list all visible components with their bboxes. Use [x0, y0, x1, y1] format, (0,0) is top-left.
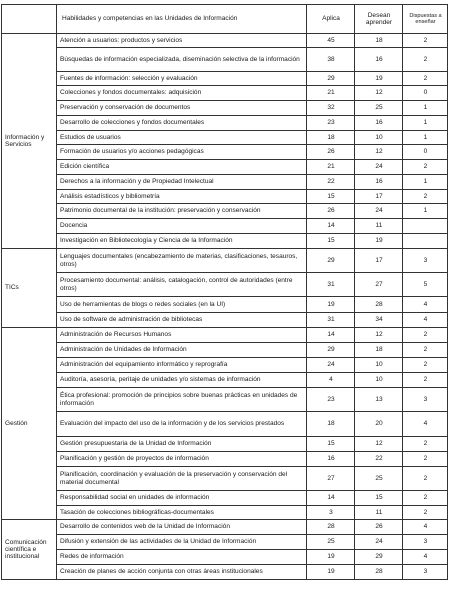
table-row — [2, 491, 448, 506]
competency-label: Patrimonio documental de la institución: preservación y conservación — [57, 204, 307, 219]
competency-label: Planificación y gestión de proyectos de información — [57, 452, 307, 467]
table-body — [2, 34, 448, 580]
aplica-value: 24 — [307, 358, 355, 373]
dispuestas-value: 2 — [403, 328, 448, 343]
aplica-value: 23 — [307, 116, 355, 131]
competency-label: Desarrollo de colecciones y fondos documentales — [57, 116, 307, 131]
dispuestas-value: 2 — [403, 506, 448, 520]
aplica-value: 45 — [307, 34, 355, 48]
competency-label: Administración de Recursos Humanos — [57, 328, 307, 343]
aplica-value: 18 — [307, 131, 355, 145]
competency-label: Procesamiento documental: análisis, catalogación, control de autoridades (entre otros) — [57, 273, 307, 297]
desean-value: 26 — [355, 520, 403, 535]
table-row — [2, 506, 448, 520]
desean-value: 16 — [355, 116, 403, 131]
dispuestas-value: 3 — [403, 565, 448, 580]
dispuestas-value: 2 — [403, 72, 448, 86]
desean-value: 10 — [355, 131, 403, 145]
table-row — [2, 565, 448, 580]
table-row — [2, 72, 448, 86]
competency-label: Responsabilidad social en unidades de información — [57, 491, 307, 506]
competency-label: Tasación de colecciones bibliográficas-documentales — [57, 506, 307, 520]
table-wrapper — [0, 4, 449, 580]
desean-value: 12 — [355, 328, 403, 343]
dispuestas-value: 2 — [403, 467, 448, 491]
competency-label: Lenguajes documentales (encabezamiento de materias, clasificaciones, tesauros, otros) — [57, 249, 307, 273]
competency-label: Edición científica — [57, 160, 307, 175]
dispuestas-value: 1 — [403, 101, 448, 116]
desean-value: 13 — [355, 388, 403, 412]
dispuestas-value: 3 — [403, 249, 448, 273]
aplica-value: 16 — [307, 452, 355, 467]
competency-label: Docencia — [57, 219, 307, 234]
area-cell: Comunicación científica e institucional — [2, 520, 57, 580]
desean-value: 16 — [355, 48, 403, 72]
desean-value: 18 — [355, 34, 403, 48]
table-row — [2, 550, 448, 565]
table-row — [2, 190, 448, 204]
aplica-value: 26 — [307, 145, 355, 160]
aplica-value: 3 — [307, 506, 355, 520]
aplica-value: 38 — [307, 48, 355, 72]
table-row — [2, 48, 448, 72]
desean-value: 29 — [355, 550, 403, 565]
table-row — [2, 131, 448, 145]
aplica-value: 14 — [307, 328, 355, 343]
aplica-value: 31 — [307, 313, 355, 328]
dispuestas-value: 1 — [403, 131, 448, 145]
table-row — [2, 313, 448, 328]
dispuestas-value: 0 — [403, 145, 448, 160]
competency-label: Administración del equipamiento informático y reprografía — [57, 358, 307, 373]
desean-value: 19 — [355, 72, 403, 86]
table-row — [2, 437, 448, 452]
header-dispuestas-ensenar: Dispuestas a enseñar — [403, 5, 448, 34]
table-row — [2, 86, 448, 101]
aplica-value: 29 — [307, 72, 355, 86]
competency-label: Formación de usuarios y/o acciones pedagógicas — [57, 145, 307, 160]
competency-label: Uso de herramientas de blogs o redes sociales (en la UI) — [57, 297, 307, 313]
dispuestas-value: 4 — [403, 520, 448, 535]
dispuestas-value — [403, 219, 448, 234]
dispuestas-value: 2 — [403, 34, 448, 48]
table-row — [2, 249, 448, 273]
table-row — [2, 328, 448, 343]
dispuestas-value: 2 — [403, 48, 448, 72]
desean-value: 28 — [355, 297, 403, 313]
aplica-value: 14 — [307, 219, 355, 234]
competency-label: Ética profesional: promoción de principios sobre buenas prácticas en unidades de información — [57, 388, 307, 412]
desean-value: 22 — [355, 452, 403, 467]
desean-value: 12 — [355, 145, 403, 160]
aplica-value: 18 — [307, 412, 355, 437]
aplica-value: 29 — [307, 343, 355, 358]
aplica-value: 32 — [307, 101, 355, 116]
table-row — [2, 297, 448, 313]
desean-value: 17 — [355, 190, 403, 204]
competency-label: Colecciones y fondos documentales: adquisición — [57, 86, 307, 101]
competency-label: Difusión y extensión de las actividades de la Unidad de Información — [57, 535, 307, 550]
dispuestas-value: 2 — [403, 437, 448, 452]
dispuestas-value: 2 — [403, 160, 448, 175]
table-row — [2, 234, 448, 249]
table-row — [2, 34, 448, 48]
table-row — [2, 145, 448, 160]
desean-value: 19 — [355, 234, 403, 249]
dispuestas-value: 2 — [403, 343, 448, 358]
competency-label: Desarrollo de contenidos web de la Unidad de Información — [57, 520, 307, 535]
competency-label: Derechos a la información y de Propiedad Intelectual — [57, 175, 307, 190]
header-row — [2, 5, 448, 34]
competency-label: Búsquedas de información especializada, diseminación selectiva de la información — [57, 48, 307, 72]
competency-label: Evaluación del impacto del uso de la información y de los servicios prestados — [57, 412, 307, 437]
desean-value: 20 — [355, 412, 403, 437]
competency-label: Planificación, coordinación y evaluación de la preservación y conservación del material documental — [57, 467, 307, 491]
aplica-value: 21 — [307, 160, 355, 175]
dispuestas-value: 4 — [403, 412, 448, 437]
table-row — [2, 467, 448, 491]
dispuestas-value: 5 — [403, 273, 448, 297]
competency-label: Preservación y conservación de documentos — [57, 101, 307, 116]
desean-value: 25 — [355, 467, 403, 491]
desean-value: 10 — [355, 358, 403, 373]
desean-value: 24 — [355, 204, 403, 219]
table-row — [2, 101, 448, 116]
aplica-value: 26 — [307, 204, 355, 219]
desean-value: 17 — [355, 249, 403, 273]
aplica-value: 27 — [307, 467, 355, 491]
header-habilidades: Habilidades y competencias en las Unidades de Información — [57, 5, 307, 34]
area-cell: Información y Servicios — [2, 34, 57, 249]
desean-value: 34 — [355, 313, 403, 328]
aplica-value: 22 — [307, 175, 355, 190]
aplica-value: 25 — [307, 535, 355, 550]
dispuestas-value: 1 — [403, 116, 448, 131]
table-row — [2, 452, 448, 467]
table-row — [2, 204, 448, 219]
table-row — [2, 358, 448, 373]
dispuestas-value: 1 — [403, 175, 448, 190]
aplica-value: 23 — [307, 388, 355, 412]
aplica-value: 4 — [307, 373, 355, 388]
aplica-value: 15 — [307, 234, 355, 249]
desean-value: 12 — [355, 437, 403, 452]
dispuestas-value: 1 — [403, 204, 448, 219]
dispuestas-value: 4 — [403, 550, 448, 565]
table-row — [2, 160, 448, 175]
aplica-value: 31 — [307, 273, 355, 297]
competency-label: Administración de Unidades de Información — [57, 343, 307, 358]
desean-value: 24 — [355, 535, 403, 550]
table-row — [2, 373, 448, 388]
aplica-value: 29 — [307, 249, 355, 273]
competency-label: Estudios de usuarios — [57, 131, 307, 145]
desean-value: 24 — [355, 160, 403, 175]
aplica-value: 21 — [307, 86, 355, 101]
header-aplica: Aplica — [307, 5, 355, 34]
desean-value: 15 — [355, 491, 403, 506]
table-row — [2, 535, 448, 550]
competencies-table — [1, 4, 448, 580]
desean-value: 12 — [355, 86, 403, 101]
dispuestas-value: 4 — [403, 313, 448, 328]
table-row — [2, 388, 448, 412]
dispuestas-value: 2 — [403, 373, 448, 388]
table-row — [2, 273, 448, 297]
desean-value: 16 — [355, 175, 403, 190]
desean-value: 10 — [355, 373, 403, 388]
desean-value: 25 — [355, 101, 403, 116]
aplica-value: 14 — [307, 491, 355, 506]
dispuestas-value: 4 — [403, 297, 448, 313]
dispuestas-value: 3 — [403, 535, 448, 550]
dispuestas-value: 2 — [403, 358, 448, 373]
table-row — [2, 116, 448, 131]
dispuestas-value: 2 — [403, 190, 448, 204]
table-row — [2, 343, 448, 358]
table-row — [2, 412, 448, 437]
dispuestas-value: 0 — [403, 86, 448, 101]
dispuestas-value: 2 — [403, 452, 448, 467]
desean-value: 18 — [355, 343, 403, 358]
dispuestas-value: 2 — [403, 491, 448, 506]
header-area — [2, 5, 57, 34]
aplica-value: 19 — [307, 565, 355, 580]
competency-label: Gestión presupuestaria de la Unidad de Información — [57, 437, 307, 452]
desean-value: 27 — [355, 273, 403, 297]
competency-label: Creación de planes de acción conjunta con otras áreas institucionales — [57, 565, 307, 580]
dispuestas-value — [403, 234, 448, 249]
area-cell: Gestión — [2, 328, 57, 520]
aplica-value: 19 — [307, 550, 355, 565]
competency-label: Uso de software de administración de bibliotecas — [57, 313, 307, 328]
aplica-value: 28 — [307, 520, 355, 535]
table-row — [2, 219, 448, 234]
competency-label: Análisis estadísticos y bibliometría — [57, 190, 307, 204]
aplica-value: 15 — [307, 437, 355, 452]
area-cell: TICs — [2, 249, 57, 328]
competency-label: Fuentes de información: selección y evaluación — [57, 72, 307, 86]
competency-label: Atención a usuarios: productos y servicios — [57, 34, 307, 48]
desean-value: 11 — [355, 506, 403, 520]
desean-value: 28 — [355, 565, 403, 580]
competency-label: Auditoría, asesoría, peritaje de unidades y/o sistemas de información — [57, 373, 307, 388]
dispuestas-value: 3 — [403, 388, 448, 412]
header-desean-aprender: Desean aprender — [355, 5, 403, 34]
table-row — [2, 175, 448, 190]
table-row — [2, 520, 448, 535]
aplica-value: 19 — [307, 297, 355, 313]
aplica-value: 15 — [307, 190, 355, 204]
desean-value: 11 — [355, 219, 403, 234]
competency-label: Redes de información — [57, 550, 307, 565]
competency-label: Investigación en Bibliotecología y Ciencia de la Información — [57, 234, 307, 249]
